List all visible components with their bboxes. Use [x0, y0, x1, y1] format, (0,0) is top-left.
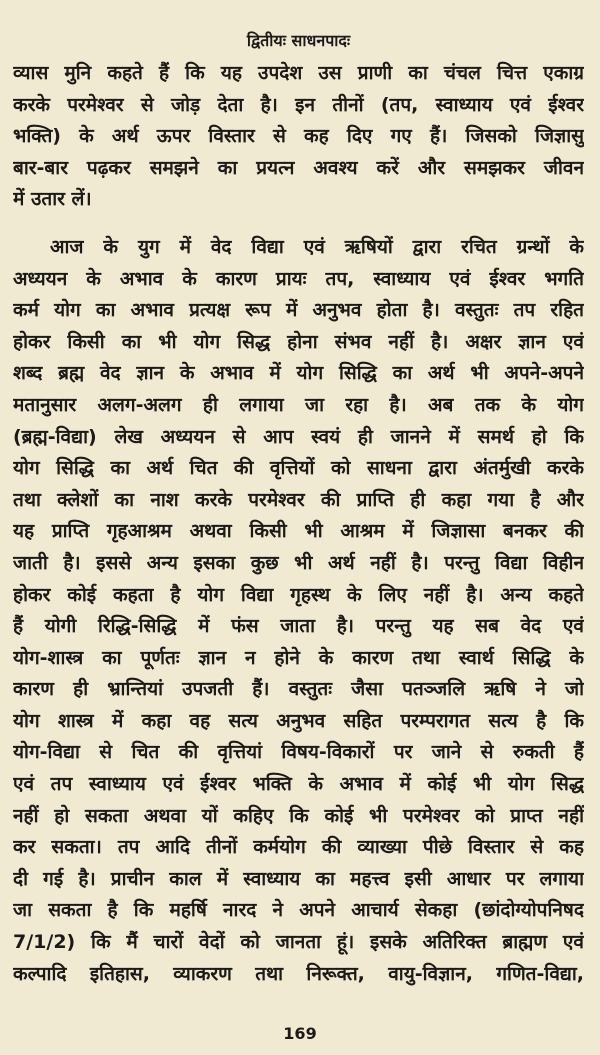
text-line: योग शास्त्र में कहा वह सत्य अनुभव सहित परम्परागत सत्य है कि: [13, 709, 584, 732]
text-line: होकर कोई कहता है योग विद्या गृहस्थ के लिए नहीं है। अन्य कहते: [13, 583, 584, 606]
text-line: करके परमेश्वर से जोड़ देता है। इन तीनों (तप, स्वाध्याय एवं ईश्वर: [13, 93, 584, 116]
text-line: हैं योगी रिद्धि-सिद्धि में फंस जाता है। परन्तु यह सब वेद एवं: [13, 615, 584, 638]
text-line: नहीं हो सकता अथवा यों कहिए कि कोई भी परमेश्वर को प्राप्त नहीं: [13, 804, 584, 827]
text-line: में उतार लें।: [13, 188, 92, 211]
text-line: भक्ति) के अर्थ ऊपर विस्तार से कह दिए गए हैं। जिसको जिज्ञासु: [13, 125, 584, 148]
text-line: 7/1/2) कि मैं चारों वेदों को जानता हूं। इसके अतिरिक्त ब्राह्मण एवं: [13, 931, 584, 954]
text-line: कर सकता। तप आदि तीनों कर्मयोग की व्याख्या पीछे विस्तार से कह: [13, 836, 584, 859]
text-line: शब्द ब्रह्म वेद ज्ञान के अभाव में योग सिद्धि का अर्थ भी अपने-अपने: [13, 362, 584, 385]
text-line: व्यास मुनि कहते हैं कि यह उपदेश उस प्राणी का चंचल चित्त एकाग्र: [13, 62, 584, 84]
text-line: दी गई है। प्राचीन काल में स्वाध्याय का महत्त्व इसी आधार पर लगाया: [13, 867, 584, 890]
text-line: योग-विद्या से चित की वृत्तियां विषय-विकारों पर जाने से रुकती हैं: [13, 741, 584, 764]
text-line: आज के युग में वेद विद्या एवं ऋषियों द्वारा रचित ग्रन्थों के: [50, 235, 584, 258]
text-line: जा सकता है कि महर्षि नारद ने अपने आचार्य सेकहा (छांदोग्योपनिषद: [13, 899, 584, 922]
text-line: बार-बार पढ़कर समझने का प्रयत्न अवश्य करें और समझकर जीवन: [13, 156, 584, 179]
paragraph-1: [13, 58, 584, 216]
text-line: तथा क्लेशों का नाश करके परमेश्वर की प्राप्ति ही कहा गया है और: [13, 488, 584, 511]
paragraph-2: [13, 232, 584, 990]
page-number: 169: [283, 1024, 317, 1043]
paragraph-gap: [13, 216, 584, 232]
text-line: योग सिद्धि का अर्थ चित की वृत्तियों को साधना द्वारा अंतर्मुखी करके: [13, 457, 584, 480]
text-line: जाती है। इससे अन्य इसका कुछ भी अर्थ नहीं है। परन्तु विद्या विहीन: [13, 551, 584, 574]
text-line: (ब्रह्म-विद्या) लेख अध्ययन से आप स्वयं ही जानने में समर्थ हो कि: [13, 425, 584, 448]
text-line: अध्ययन के अभाव के कारण प्रायः तप, स्वाध्याय एवं ईश्वर भगति: [13, 267, 584, 290]
running-head: द्वितीयः साधनपादः: [246, 31, 351, 50]
text-line: एवं तप स्वाध्याय एवं ईश्वर भक्ति के अभाव में कोई भी योग सिद्ध: [13, 773, 584, 796]
text-line: कारण ही भ्रान्तियां उपजती हैं। वस्तुतः जैसा पतञ्जलि ऋषि ने जो: [13, 678, 584, 701]
text-line: कर्म योग का अभाव प्रत्यक्ष रूप में अनुभव होता है। वस्तुतः तप रहित: [13, 299, 584, 322]
text-line: होकर किसी का भी योग सिद्ध होना संभव नहीं है। अक्षर ज्ञान एवं: [13, 330, 584, 353]
text-line: योग-शास्त्र का पूर्णतः ज्ञान न होने के कारण तथा स्वार्थ सिद्धि के: [13, 646, 584, 669]
text-line: यह प्राप्ति गृहआश्रम अथवा किसी भी आश्रम में जिज्ञासा बनकर की: [13, 520, 584, 543]
text-line: मतानुसार अलग-अलग ही लगाया जा रहा है। अब तक के योग: [13, 393, 584, 416]
text-line: कल्पादि इतिहास, व्याकरण तथा निरूक्त, वायु-विज्ञान, गणित-विद्या,: [13, 962, 584, 985]
